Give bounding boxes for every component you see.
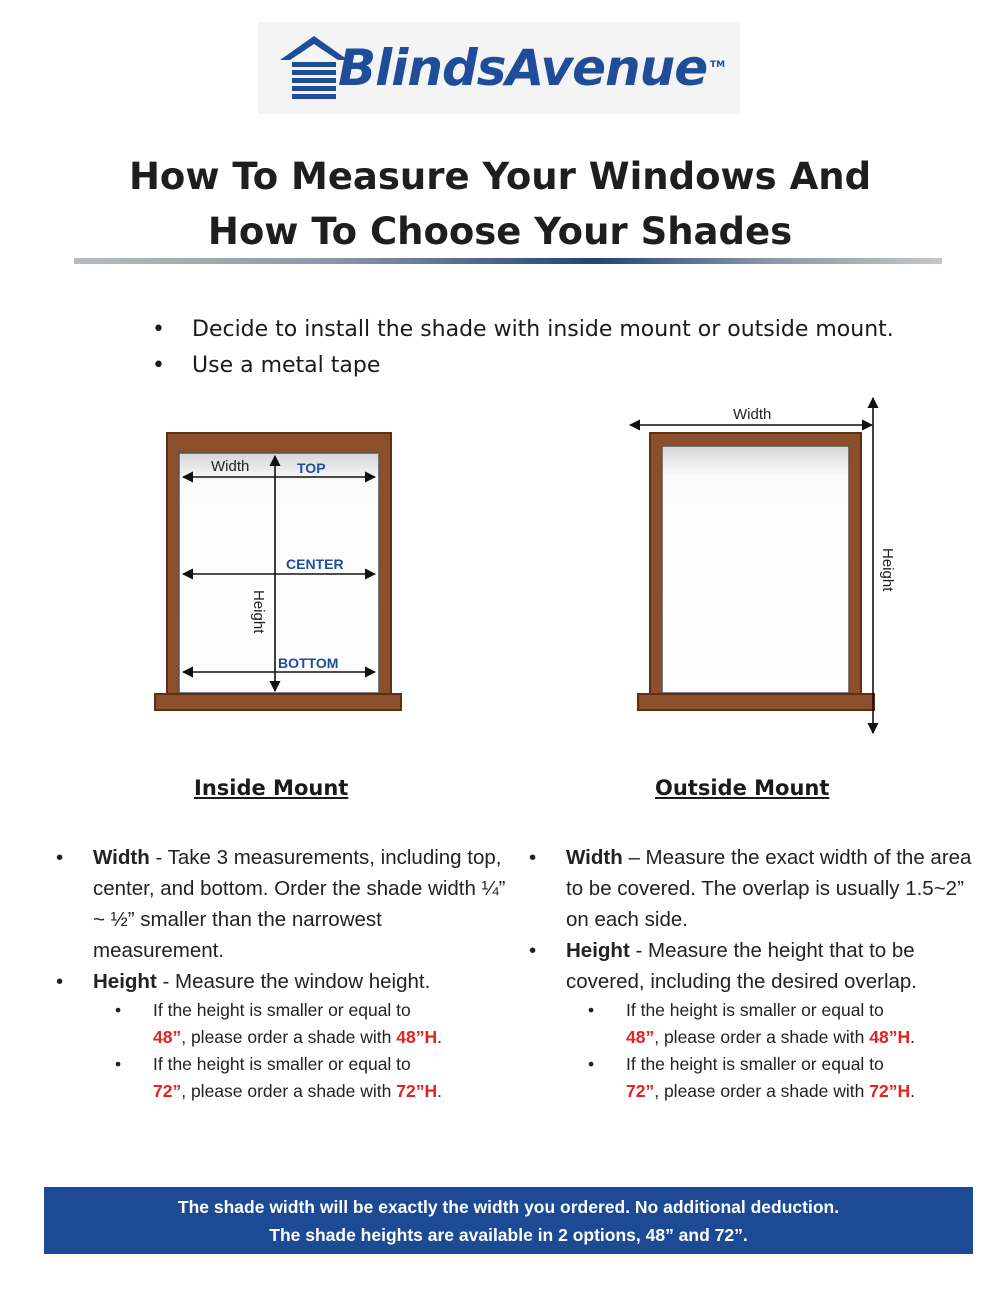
- height-text: - Measure the height that to be covered, including the desired overlap.: [566, 939, 917, 993]
- height-term: Height: [93, 970, 157, 993]
- rule-text: If the height is smaller or equal to: [153, 1000, 411, 1020]
- intro-text: Decide to install the shade with inside mount or outside mount.: [192, 317, 894, 342]
- trademark: TM: [710, 60, 726, 70]
- outside-mount-instructions: [525, 842, 985, 1105]
- list-item: [525, 935, 985, 997]
- outside-mount-heading: Outside Mount: [655, 776, 830, 800]
- rule-text: If the height is smaller or equal to: [153, 1054, 411, 1074]
- shade-size: 48”H: [396, 1027, 438, 1047]
- inside-mount-heading: Inside Mount: [194, 776, 349, 800]
- bullet: •: [588, 1000, 595, 1020]
- shade-size: 48”H: [869, 1027, 911, 1047]
- banner-line-2: The shade heights are available in 2 options, 48” and 72”.: [269, 1225, 748, 1245]
- outside-mount-diagram: [630, 398, 896, 733]
- bullet: •: [588, 1054, 595, 1074]
- inside-mount-instructions: [52, 842, 512, 1105]
- sub-list-item: [525, 1051, 985, 1105]
- width-text: - Take 3 measurements, including top, center, and bottom. Order the shade width ¼” ~ ½” smaller than the narrowest measurement.: [93, 846, 506, 962]
- height-value: 72”: [626, 1081, 655, 1101]
- bullet: •: [529, 939, 537, 962]
- bullet: •: [115, 1054, 122, 1074]
- width-text: – Measure the exact width of the area to be covered. The overlap is usually 1.5~2” on each side.: [566, 846, 972, 931]
- inside-width-label: Width: [211, 458, 250, 475]
- list-item: [52, 842, 512, 966]
- list-item: [525, 842, 985, 935]
- rule-text: , please order a shade with: [181, 1027, 392, 1047]
- list-item: [52, 966, 512, 997]
- banner-line-1: The shade width will be exactly the width you ordered. No additional deduction.: [177, 1197, 840, 1217]
- period: .: [910, 1081, 915, 1101]
- shade-size: 72”H: [396, 1081, 438, 1101]
- bullet: •: [152, 353, 165, 378]
- sub-list-item: [52, 997, 512, 1051]
- width-term: Width: [93, 846, 150, 869]
- bullet: •: [529, 846, 537, 869]
- window-sill: [638, 694, 874, 710]
- page-title-line-1: How To Measure Your Windows And: [128, 155, 872, 198]
- window-pane: [662, 446, 849, 693]
- bullet: •: [115, 1000, 122, 1020]
- bottom-label: BOTTOM: [278, 655, 339, 671]
- period: .: [437, 1081, 442, 1101]
- height-value: 48”: [153, 1027, 182, 1047]
- brand-name: BlindsAvenue: [338, 39, 708, 97]
- height-value: 48”: [626, 1027, 655, 1047]
- inside-mount-diagram: [155, 433, 401, 710]
- top-label: TOP: [297, 460, 326, 476]
- bullet: •: [152, 317, 165, 342]
- page-title-line-2: How To Choose Your Shades: [207, 210, 793, 253]
- period: .: [910, 1027, 915, 1047]
- rule-text: , please order a shade with: [181, 1081, 392, 1101]
- rule-text: , please order a shade with: [654, 1081, 865, 1101]
- info-banner: [44, 1187, 973, 1254]
- height-value: 72”: [153, 1081, 182, 1101]
- outside-width-label: Width: [733, 406, 772, 423]
- intro-text: Use a metal tape: [192, 353, 381, 378]
- bullet: •: [56, 846, 64, 869]
- rule-text: If the height is smaller or equal to: [626, 1054, 884, 1074]
- sub-list-item: [525, 997, 985, 1051]
- rule-text: , please order a shade with: [654, 1027, 865, 1047]
- center-label: CENTER: [286, 556, 344, 572]
- height-term: Height: [566, 939, 630, 962]
- width-term: Width: [566, 846, 623, 869]
- sub-list-item: [52, 1051, 512, 1105]
- rule-text: If the height is smaller or equal to: [626, 1000, 884, 1020]
- window-sill: [155, 694, 401, 710]
- outside-height-label: Height: [879, 548, 896, 592]
- shade-size: 72”H: [869, 1081, 911, 1101]
- inside-height-label: Height: [250, 590, 267, 634]
- period: .: [437, 1027, 442, 1047]
- height-text: - Measure the window height.: [156, 970, 431, 993]
- bullet: •: [56, 970, 64, 993]
